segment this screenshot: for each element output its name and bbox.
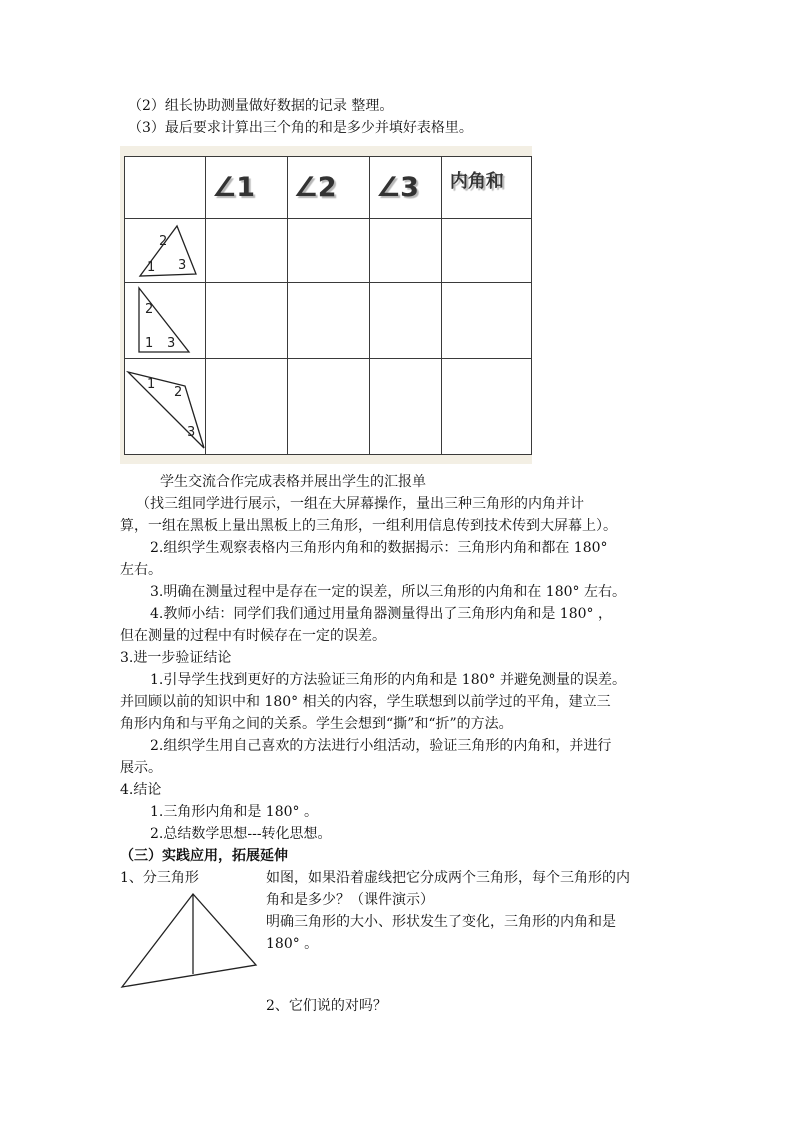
header-angle-sum: 内角和 [441, 157, 531, 219]
question-1-line-b: 角和是多少？（课件演示） [266, 892, 434, 908]
cell-r2-a1[interactable] [206, 283, 288, 359]
triangle-obtuse-label-1: 1 [147, 376, 156, 392]
para-1: 学生交流合作完成表格并展出学生的汇报单 [160, 474, 426, 490]
para-3b: 左右。 [120, 562, 162, 578]
cell-r2-sum[interactable] [441, 283, 531, 359]
question-1-line-a: 如图，如果沿着虚线把它分成两个三角形，每个三角形的内 [266, 870, 630, 886]
heading-3: 3.进一步验证结论 [120, 650, 232, 666]
section-heading: （三）实践应用，拓展延伸 [120, 848, 288, 864]
triangle-acute [125, 219, 206, 283]
triangle-obtuse-label-2: 2 [174, 384, 183, 400]
question-2: 2、它们说的对吗？ [266, 998, 387, 1014]
para-7b: 展示。 [120, 760, 162, 776]
para-4: 3.明确在测量过程中是存在一定的误差，所以三角形的内角和在 180° 左右。 [150, 584, 626, 600]
triangle-acute-label-1: 1 [147, 259, 156, 275]
intro-line-2: （3）最后要求计算出三个角的和是多少并填好表格里。 [128, 120, 473, 136]
measurement-table [124, 156, 532, 455]
cell-r1-a1[interactable] [206, 219, 288, 283]
para-5a: 4.教师小结：同学们我们通过用量角器测量得出了三角形内角和是 180° ， [150, 606, 612, 622]
para-2a: （找三组同学进行展示，一组在大屏幕操作，量出三种三角形的内角并计 [136, 496, 584, 512]
triangle-acute-label-3: 3 [178, 257, 187, 273]
cell-r3-sum[interactable] [441, 359, 531, 455]
para-7a: 2.组织学生用自己喜欢的方法进行小组活动，验证三角形的内角和，并进行 [150, 738, 612, 754]
corner-cell [125, 157, 206, 219]
question-1-line-d: 180° 。 [266, 936, 319, 952]
cell-r1-sum[interactable] [441, 219, 531, 283]
cell-r1-a2[interactable] [287, 219, 369, 283]
triangle-obtuse-label-3: 3 [187, 424, 196, 440]
header-angle-2: ∠2 [287, 157, 369, 219]
question-1-line-c: 明确三角形的大小、形状发生了变化，三角形的内角和是 [266, 914, 616, 930]
measurement-table-container [120, 146, 532, 464]
para-8: 1.三角形内角和是 180° 。 [150, 804, 318, 820]
triangle-right-label-1: 1 [145, 335, 154, 351]
triangle-acute-label-2: 2 [159, 233, 168, 249]
header-angle-1: ∠1 [206, 157, 288, 219]
para-9: 2.总结数学思想---转化思想。 [150, 826, 332, 842]
heading-4: 4.结论 [120, 782, 162, 798]
cell-r3-a3[interactable] [369, 359, 441, 455]
cell-r2-a2[interactable] [287, 283, 369, 359]
question-1: 1、分三角形 [120, 870, 199, 886]
para-6b: 并回顾以前的知识中和 180° 相关的内容，学生联想到以前学过的平角，建立三 [120, 694, 611, 710]
para-3a: 2.组织学生观察表格内三角形内角和的数据揭示：三角形内角和都在 180° [150, 540, 608, 556]
triangle-right-label-2: 2 [145, 301, 154, 317]
para-5b: 但在测量的过程中有时候存在一定的误差。 [120, 628, 386, 644]
cell-r1-a3[interactable] [369, 219, 441, 283]
cell-r3-a2[interactable] [287, 359, 369, 455]
divided-triangle-figure [118, 888, 262, 992]
cell-r3-a1[interactable] [206, 359, 288, 455]
header-angle-3: ∠3 [369, 157, 441, 219]
triangle-right-label-3: 3 [167, 335, 176, 351]
triangle-right [125, 283, 206, 359]
para-6c: 角形内角和与平角之间的关系。学生会想到“撕”和“折”的方法。 [120, 716, 513, 732]
para-2b: 算，一组在黑板上量出黑板上的三角形，一组利用信息传到技术传到大屏幕上）。 [120, 518, 617, 534]
cell-r2-a3[interactable] [369, 283, 441, 359]
para-6a: 1.引导学生找到更好的方法验证三角形的内角和是 180° 并避免测量的误差。 [150, 672, 626, 688]
intro-line-1: （2）组长协助测量做好数据的记录 整理。 [128, 98, 394, 114]
triangle-obtuse [125, 359, 206, 455]
